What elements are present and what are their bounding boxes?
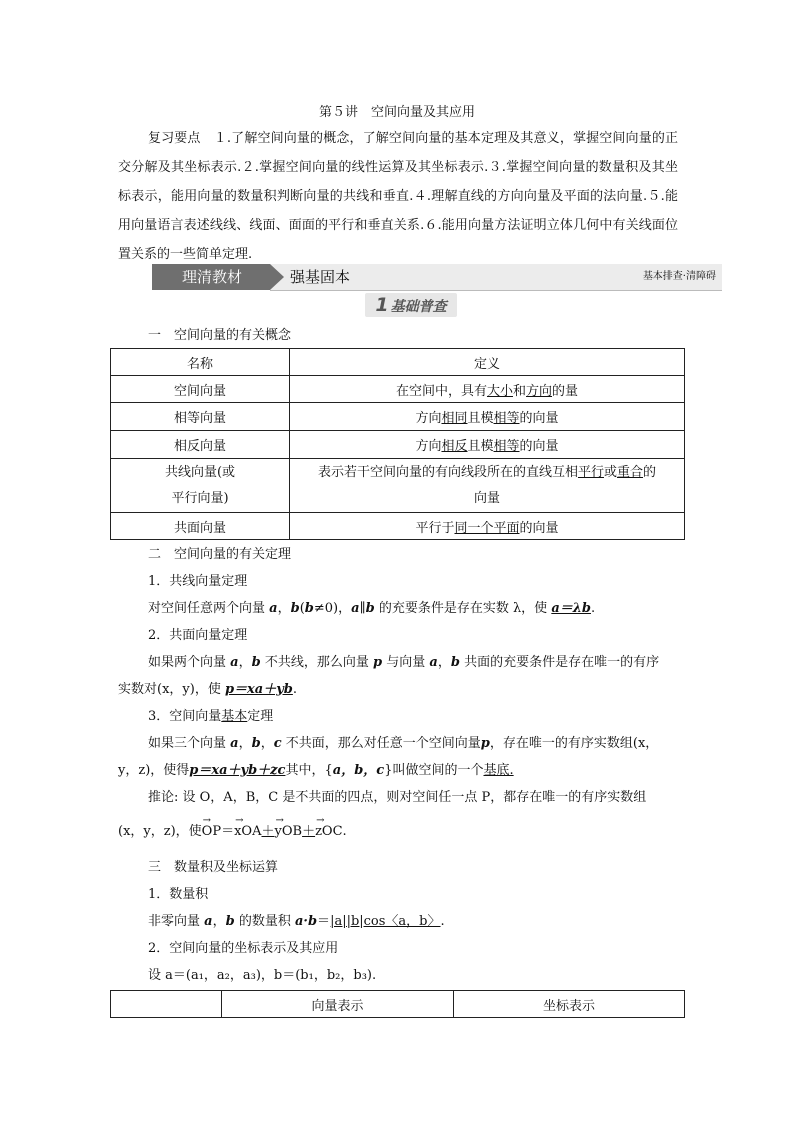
sub-1-text: 非零向量 a，b 的数量积 a·b＝|a||b|cos〈a，b〉. bbox=[148, 914, 445, 929]
review-text: １.了解空间向量的概念，了解空间向量的基本定理及其意义，掌握空间向量的正交分解及其坐标表示.２.掌握空间向量的线性运算及其坐标表示.３.掌握空间向量的数量积及其坐标表示，能用向量的数量积判断向量的共线和垂直.４.理解直线的方向向量及平面的法向量.５.能用向量语言表述线线、线面、面面的平行和垂直关系.６.能用向量方法证明立体几何中有关线面位置关系的一些简单定理. bbox=[118, 131, 678, 262]
table-header bbox=[111, 991, 222, 1018]
theorem-3-line2: y，z)，使得p＝xa＋yb＋zc其中，{a，b，c}叫做空间的一个基底. bbox=[118, 763, 514, 778]
table-row bbox=[111, 431, 685, 459]
table-cell: 平行于同一个平面的向量 bbox=[290, 513, 685, 540]
table-cell: 方向相反且模相等的向量 bbox=[290, 431, 685, 459]
inference-line1: 推论: 设 O，A，B，C 是不共面的四点，则对空间任一点 P，都存在唯一的有序实数组 bbox=[148, 790, 647, 805]
theorem-1-text: 对空间任意两个向量 a，b(b≠0)，a∥b 的充要条件是存在实数 λ，使 a＝λb. bbox=[148, 601, 596, 616]
heading-3: 三 数量积及坐标运算 bbox=[148, 860, 279, 875]
table-row bbox=[111, 459, 685, 513]
table-row bbox=[111, 403, 685, 431]
table-row bbox=[111, 349, 685, 376]
sub-2-text: 设 a＝(a₁，a₂，a₃)，b＝(b₁，b₂，b₃). bbox=[148, 968, 377, 983]
section-label: 基础普查 bbox=[390, 299, 447, 315]
theorem-1-title: 1．共线向量定理 bbox=[148, 574, 248, 589]
coord-table bbox=[110, 990, 685, 1018]
concept-table bbox=[110, 348, 685, 540]
theorem-3-title: 3．空间向量基本定理 bbox=[148, 709, 274, 724]
review-points bbox=[118, 124, 678, 269]
review-label: 复习要点 bbox=[148, 131, 201, 146]
table-cell: 空间向量 bbox=[111, 376, 290, 403]
theorem-3-line1: 如果三个向量 a，b，c 不共面，那么对任意一个空间向量p，存在唯一的有序实数组(x， bbox=[148, 736, 659, 751]
page-title: 第５讲 空间向量及其应用 bbox=[318, 105, 475, 120]
section-banner bbox=[152, 264, 722, 290]
banner-right: 基本排查·清障碍 bbox=[642, 271, 716, 282]
table-header: 向量表示 bbox=[222, 991, 454, 1018]
theorem-2-line1: 如果两个向量 a，b 不共线，那么向量 p 与向量 a，b 共面的充要条件是存在唯一的有序 bbox=[148, 655, 660, 670]
theorem-2-line2: 实数对(x，y)，使 p＝xa＋yb. bbox=[118, 682, 298, 697]
table-cell: 共线向量(或 平行向量) bbox=[111, 459, 290, 513]
table-cell: 相反向量 bbox=[111, 431, 290, 459]
table-row bbox=[111, 513, 685, 540]
table-cell: 相等向量 bbox=[111, 403, 290, 431]
table-cell: 表示若干空间向量的有向线段所在的直线互相平行或重合的 向量 bbox=[290, 459, 685, 513]
banner-arrow-icon bbox=[270, 264, 284, 290]
heading-2: 二 空间向量的有关定理 bbox=[148, 547, 292, 562]
section-number: 1 bbox=[375, 294, 389, 316]
table-cell: 在空间中，具有大小和方向的量 bbox=[290, 376, 685, 403]
section-badge bbox=[365, 293, 457, 317]
table-row bbox=[111, 376, 685, 403]
banner-sub: 强基固本 bbox=[290, 268, 351, 286]
table-cell: 共面向量 bbox=[111, 513, 290, 540]
banner-left: 理清教材 bbox=[182, 268, 243, 286]
sub-1-title: 1．数量积 bbox=[148, 887, 209, 902]
table-row bbox=[111, 991, 685, 1018]
table-header: 定义 bbox=[290, 349, 685, 376]
table-header: 名称 bbox=[111, 349, 290, 376]
table-header: 坐标表示 bbox=[454, 991, 685, 1018]
table-cell: 方向相同且模相等的向量 bbox=[290, 403, 685, 431]
heading-1: 一 空间向量的有关概念 bbox=[148, 328, 292, 343]
theorem-2-title: 2．共面向量定理 bbox=[148, 628, 248, 643]
sub-2-title: 2．空间向量的坐标表示及其应用 bbox=[148, 941, 339, 956]
inference-line2: (x，y，z)，使→ OP＝→ xOA＋→ yOB＋→ zOC. bbox=[118, 823, 688, 841]
